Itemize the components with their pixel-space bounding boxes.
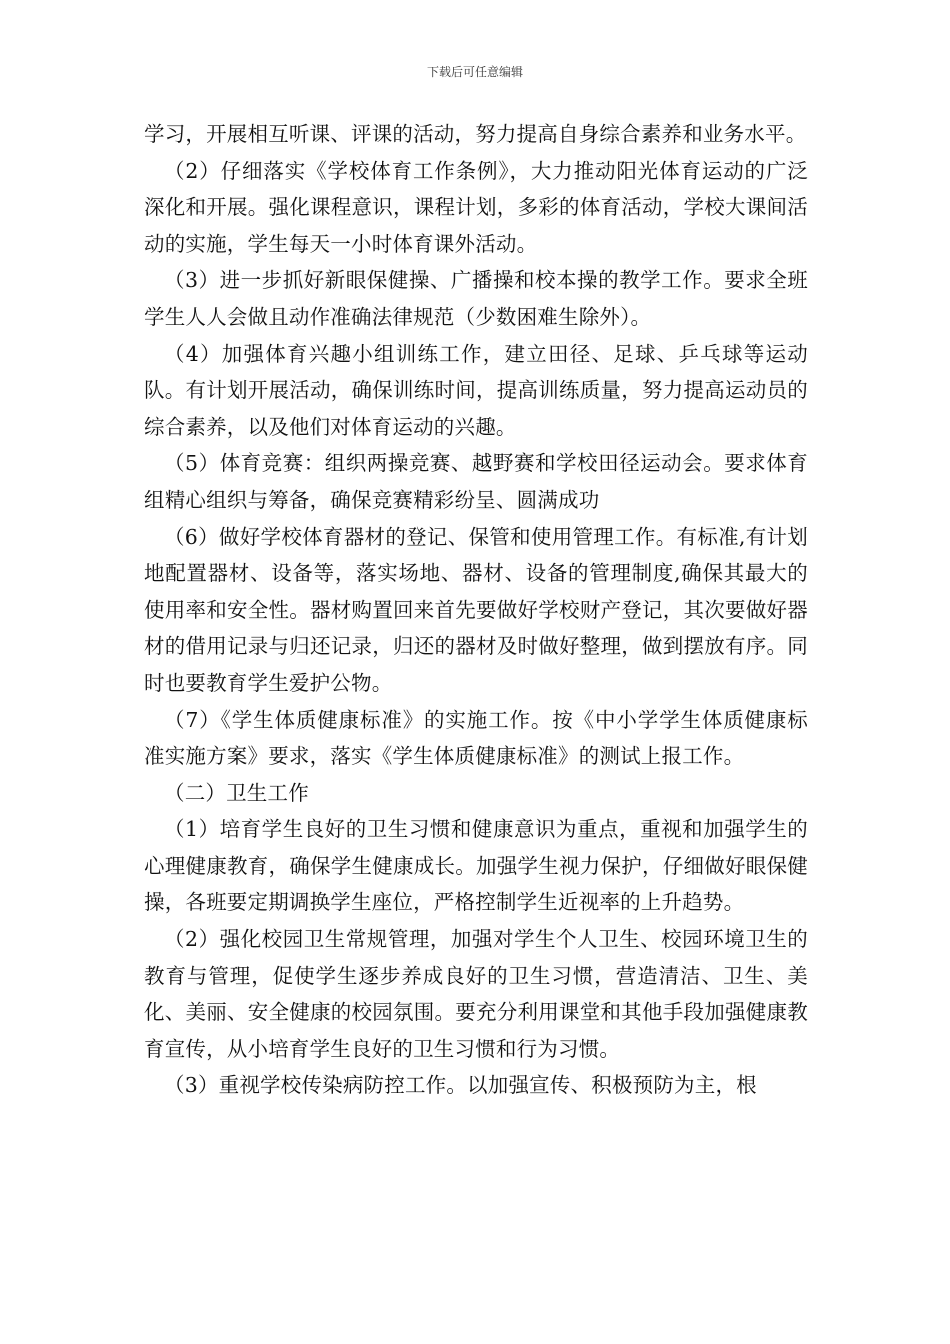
paragraph-item-5: （5）体育竞赛：组织两操竞赛、越野赛和学校田径运动会。要求体育组精心组织与筹备，确保竞赛精彩纷呈、圆满成功 xyxy=(144,451,808,512)
hygiene-item-3: （3）重视学校传染病防控工作。以加强宣传、积极预防为主，根 xyxy=(164,1073,757,1098)
paragraph-item-2: （2）仔细落实《学校体育工作条例》，大力推动阳光体育运动的广泛深化和开展。强化课程意识，课程计划，多彩的体育活动，学校大课间活动的实施，学生每天一小时体育课外活动。 xyxy=(144,158,808,256)
page-header: 下载后可任意编辑 xyxy=(426,65,523,79)
section-heading-hygiene: （二）卫生工作 xyxy=(164,780,309,805)
hygiene-item-2: （2）强化校园卫生常规管理，加强对学生个人卫生、校园环境卫生的教育与管理，促使学生逐步养成良好的卫生习惯，营造清洁、卫生、美化、美丽、安全健康的校园氛围。要充分利用课堂和其他手段加强健康教育宣传，从小培育学生良好的卫生习惯和行为习惯。 xyxy=(144,927,808,1061)
paragraph-item-7: （7）《学生体质健康标准》的实施工作。按《中小学学生体质健康标准实施方案》要求，落实《学生体质健康标准》的测试上报工作。 xyxy=(144,707,808,769)
hygiene-item-1: （1）培育学生良好的卫生习惯和健康意识为重点，重视和加强学生的心理健康教育，确保学生健康成长。加强学生视力保护，仔细做好眼保健操，各班要定期调换学生座位，严格控制学生近视率的上升趋势。 xyxy=(144,817,808,915)
paragraph-item-3: （3）进一步抓好新眼保健操、广播操和校本操的教学工作。要求全班学生人人会做且动作准确法律规范（少数困难生除外）。 xyxy=(144,268,808,329)
paragraph-item-6: （6）做好学校体育器材的登记、保管和使用管理工作。有标准,有计划地配置器材、设备等，落实场地、器材、设备的管理制度,确保其最大的使用率和安全性。器材购置回来首先要做好学校财产登记，其次要做好器材的借用记录与归还记录，归还的器材及时做好整理，做到摆放有序。同时也要教育学生爱护公物。 xyxy=(144,524,808,695)
paragraph-continuation: 学习，开展相互听课、评课的活动，努力提高自身综合素养和业务水平。 xyxy=(144,122,807,146)
document-body xyxy=(144,116,808,1104)
paragraph-item-4: （4）加强体育兴趣小组训练工作，建立田径、足球、乒乓球等运动队。有计划开展活动，确保训练时间，提高训练质量，努力提高运动员的综合素养，以及他们对体育运动的兴趣。 xyxy=(144,341,808,439)
